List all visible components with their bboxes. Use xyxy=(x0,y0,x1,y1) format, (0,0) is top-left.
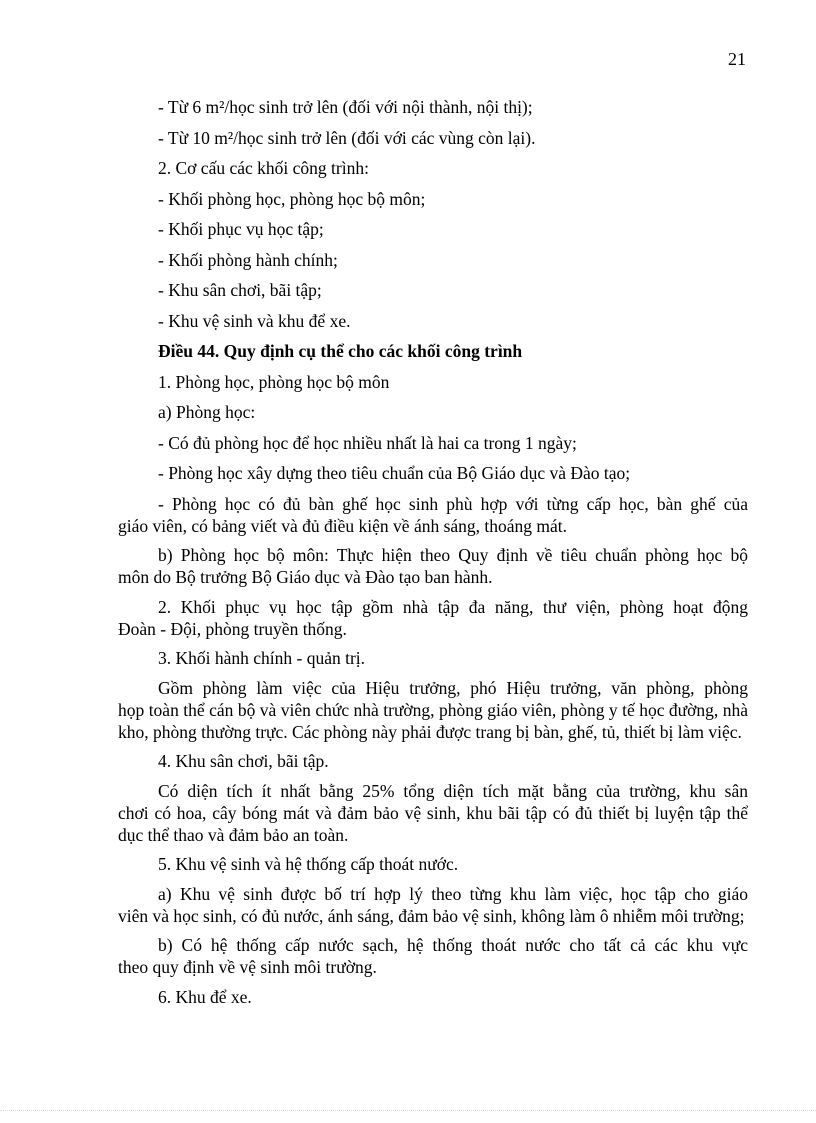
paragraph-continuation: viên và học sinh, có đủ nước, ánh sáng, đảm bảo vệ sinh, không làm ô nhiễm môi trường; xyxy=(118,905,745,926)
paragraph-first-line: Có diện tích ít nhất bằng 25% tổng diện tích mặt bằng của trường, khu sân xyxy=(158,780,748,801)
paragraph xyxy=(158,986,748,1008)
paragraph xyxy=(118,883,748,927)
paragraph xyxy=(118,544,748,588)
paragraph-continuation: chơi có hoa, cây bóng mát và đảm bảo vệ sinh, khu bãi tập có đủ thiết bị luyện tập thể dục thể thao và đảm bảo an toàn. xyxy=(118,802,748,845)
list-item: - Từ 10 m²/học sinh trở lên (đối với các vùng còn lại). xyxy=(158,127,536,148)
page-number: 21 xyxy=(728,49,746,69)
paragraph xyxy=(158,647,748,669)
article-heading: Điều 44. Quy định cụ thể cho các khối công trình xyxy=(158,341,523,361)
paragraph-first-line: Gồm phòng làm việc của Hiệu trưởng, phó Hiệu trưởng, văn phòng, phòng xyxy=(158,677,748,698)
list-item: - Khối phòng học, phòng học bộ môn; xyxy=(158,188,426,209)
paragraph-first-line: b) Có hệ thống cấp nước sạch, hệ thống thoát nước cho tất cả các khu vực xyxy=(158,935,748,955)
subsection-heading: a) Phòng học: xyxy=(158,402,256,422)
paragraph-continuation: giáo viên, có bảng viết và đủ điều kiện về ánh sáng, thoáng mát. xyxy=(118,515,568,536)
paragraph-first-line: a) Khu vệ sinh được bố trí hợp lý theo từng khu làm việc, học tập cho giáo xyxy=(158,883,748,904)
list-item: - Khối phòng hành chính; xyxy=(158,249,338,270)
paragraph-first-line: - Phòng học có đủ bàn ghế học sinh phù hợp với từng cấp học, bàn ghế của xyxy=(158,493,748,514)
list-item: - Khu sân chơi, bãi tập; xyxy=(158,280,322,300)
paragraph xyxy=(118,677,748,743)
paragraph-line: 3. Khối hành chính - quản trị. xyxy=(158,648,366,668)
list-item: - Khối phục vụ học tập; xyxy=(158,219,324,239)
list-item: - Phòng học xây dựng theo tiêu chuẩn của Bộ Giáo dục và Đào tạo; xyxy=(158,463,631,483)
document-body xyxy=(118,96,748,1015)
paragraph xyxy=(118,780,748,846)
paragraph xyxy=(118,596,748,640)
paragraph-line: 5. Khu vệ sinh và hệ thống cấp thoát nước. xyxy=(158,854,459,874)
paragraph-continuation: Đoàn - Đội, phòng truyền thống. xyxy=(118,618,347,639)
paragraph xyxy=(158,853,748,875)
paragraph xyxy=(118,934,748,978)
paragraph-line: 4. Khu sân chơi, bãi tập. xyxy=(158,751,329,771)
section-heading: 1. Phòng học, phòng học bộ môn xyxy=(158,371,390,392)
paragraph xyxy=(118,493,748,537)
paragraph-continuation: môn do Bộ trưởng Bộ Giáo dục và Đào tạo ban hành. xyxy=(118,567,493,587)
paragraph-first-line: 2. Khối phục vụ học tập gồm nhà tập đa năng, thư viện, phòng hoạt động xyxy=(158,596,748,617)
paragraph xyxy=(158,750,748,772)
list-item: - Khu vệ sinh và khu để xe. xyxy=(158,310,351,331)
section-heading: 2. Cơ cấu các khối công trình: xyxy=(158,158,369,178)
list-item: - Từ 6 m²/học sinh trở lên (đối với nội thành, nội thị); xyxy=(158,97,533,117)
paragraph-first-line: b) Phòng học bộ môn: Thực hiện theo Quy định về tiêu chuẩn phòng học bộ xyxy=(158,545,748,565)
paragraph-line: 6. Khu để xe. xyxy=(158,986,252,1007)
paragraph-continuation: họp toàn thể cán bộ và viên chức nhà trường, phòng giáo viên, phòng y tế học đường, nhà kho, phòng thường trực. Các phòng này phải được trang bị bàn, ghế, tủ, thiết bị làm việc. xyxy=(118,699,748,742)
paragraph-continuation: theo quy định về vệ sinh môi trường. xyxy=(118,957,377,977)
page-bottom-divider xyxy=(0,1110,816,1111)
list-item: - Có đủ phòng học để học nhiều nhất là hai ca trong 1 ngày; xyxy=(158,432,577,453)
